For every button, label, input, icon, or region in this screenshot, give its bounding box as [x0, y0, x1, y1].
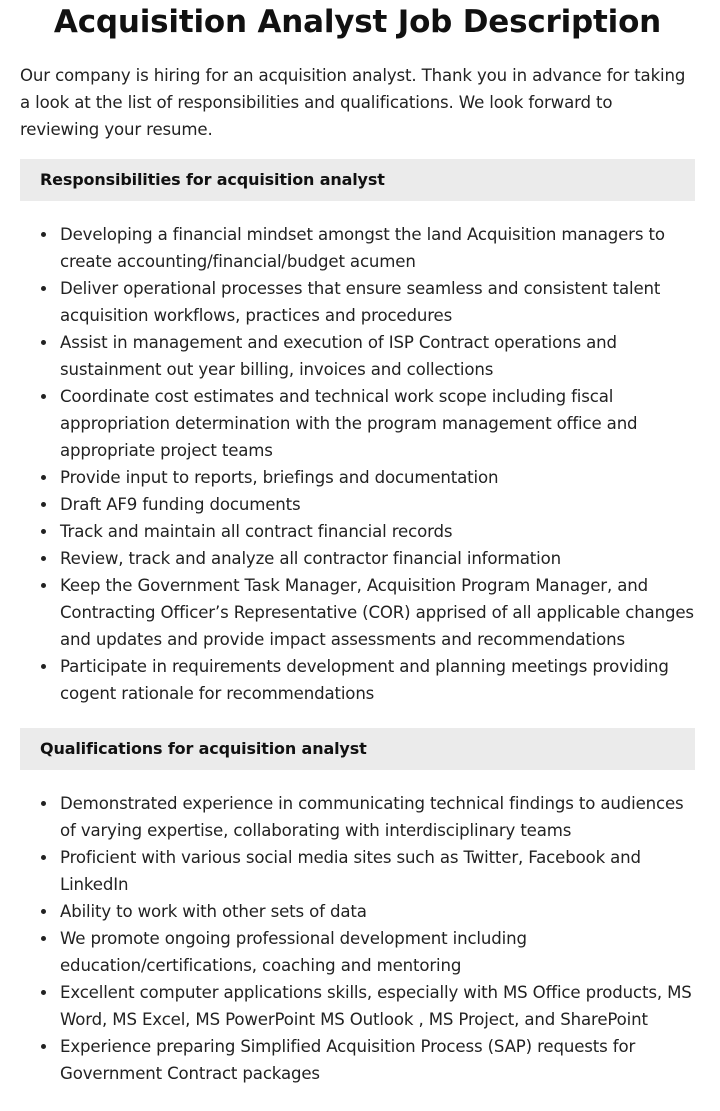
list-item: Assist in management and execution of ISP Contract operations and sustainment out year billing, invoices and collections — [60, 329, 695, 383]
list-item: Provide input to reports, briefings and documentation — [60, 464, 695, 491]
list-item: Draft AF9 funding documents — [60, 491, 695, 518]
list-item: Track and maintain all contract financial records — [60, 518, 695, 545]
list-item: Deliver operational processes that ensure seamless and consistent talent acquisition workflows, practices and procedures — [60, 275, 695, 329]
list-item: Developing a financial mindset amongst the land Acquisition managers to create accounting/financial/budget acumen — [60, 221, 695, 275]
list-item: Participate in requirements development and planning meetings providing cogent rationale for recommendations — [60, 653, 695, 707]
qualifications-heading: Qualifications for acquisition analyst — [20, 728, 695, 770]
intro-paragraph: Our company is hiring for an acquisition analyst. Thank you in advance for taking a look at the list of responsibilities and qualifications. We look forward to reviewing your resume. — [20, 66, 686, 139]
list-item: Experience preparing Simplified Acquisition Process (SAP) requests for Government Contract packages — [60, 1033, 695, 1087]
list-item: We promote ongoing professional development including education/certifications, coaching and mentoring — [60, 925, 695, 979]
list-item: Coordinate cost estimates and technical work scope including fiscal appropriation determination with the program management office and appropriate project teams — [60, 383, 695, 464]
responsibilities-heading: Responsibilities for acquisition analyst — [20, 159, 695, 201]
list-item: Excellent computer applications skills, especially with MS Office products, MS Word, MS Excel, MS PowerPoint MS Outlook , MS Project, and SharePoint — [60, 979, 695, 1033]
list-item: Review, track and analyze all contractor financial information — [60, 545, 695, 572]
list-item: Proficient with various social media sites such as Twitter, Facebook and LinkedIn — [60, 844, 695, 898]
page-title: Acquisition Analyst Job Description — [53, 4, 662, 40]
list-item: Ability to work with other sets of data — [60, 898, 695, 925]
list-item: Keep the Government Task Manager, Acquisition Program Manager, and Contracting Officer’s Representative (COR) apprised of all applicable changes and updates and provide impact assessments and recommendations — [60, 572, 695, 653]
list-item: Demonstrated experience in communicating technical findings to audiences of varying expertise, collaborating with interdisciplinary teams — [60, 790, 695, 844]
qualifications-list — [20, 790, 695, 1087]
responsibilities-list — [20, 221, 695, 707]
